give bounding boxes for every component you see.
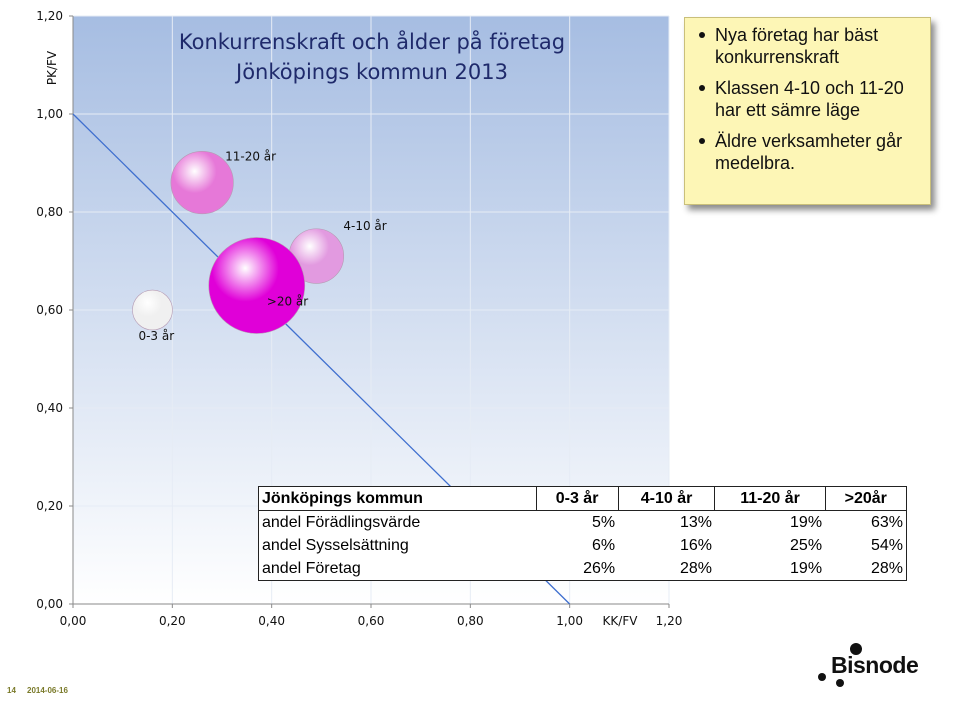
table-header-cell: Jönköpings kommun: [259, 487, 537, 511]
x-axis-label: KK/FV: [602, 614, 638, 628]
x-tick-label: 1,00: [556, 614, 584, 628]
chart-title-line1: Konkurrenskraft och ålder på företag: [178, 30, 566, 54]
table-header-cell: 0-3 år: [536, 487, 618, 511]
table-cell: 63%: [825, 511, 906, 535]
table-cell: 28%: [825, 557, 906, 581]
y-tick-label: 0,00: [36, 597, 63, 611]
logo-dot-icon: [836, 679, 844, 687]
bubble: [171, 151, 233, 213]
table-cell: 25%: [790, 536, 823, 554]
table-header-row: [259, 487, 907, 511]
table-cell: 5%: [592, 513, 616, 531]
table-cell: andel Företag: [259, 557, 537, 581]
table-cell: 6%: [592, 536, 616, 554]
table-row: [259, 534, 907, 557]
bubble: [132, 290, 172, 330]
chart-title-line2: Jönköpings kommun 2013: [236, 60, 508, 84]
data-table: [258, 486, 907, 581]
bubble-label: 0-3 år: [138, 329, 175, 343]
table-cell: 26%: [536, 557, 618, 581]
table-cell: 54%: [825, 534, 906, 557]
y-tick-label: 0,80: [36, 205, 63, 219]
y-tick-label: 0,60: [36, 303, 63, 317]
x-tick-label: 1,20: [655, 614, 683, 628]
y-tick-label: 1,20: [36, 9, 63, 23]
y-tick-label: 1,00: [36, 107, 63, 121]
callout-item: Äldre verksamheter går medelbra.: [695, 130, 922, 174]
bubble: [209, 238, 305, 334]
table-cell: andel Sysselsättning: [259, 534, 537, 557]
table-row: [259, 511, 907, 535]
table-cell: 19%: [715, 557, 825, 581]
table-cell: 16%: [679, 536, 712, 554]
page-number: 14: [7, 686, 16, 695]
table-cell: andel Förädlingsvärde: [259, 511, 537, 535]
y-axis-label: PK/FV: [45, 50, 59, 86]
y-tick-label: 0,40: [36, 401, 63, 415]
logo-text: Bisnode: [831, 652, 919, 678]
table-header-cell: 4-10 år: [618, 487, 715, 511]
logo-dot-icon: [818, 673, 826, 681]
bubble-label: 4-10 år: [343, 219, 387, 234]
footer-bar: [0, 672, 960, 710]
bubble-label: >20 år: [266, 294, 309, 309]
callout-item: Nya företag har bäst konkurrenskraft: [695, 24, 922, 68]
x-tick-label: 0,80: [456, 614, 484, 628]
x-tick-label: 0,20: [158, 614, 186, 628]
x-tick-label: 0,40: [258, 614, 286, 628]
table-cell: 13%: [679, 513, 712, 531]
table-header-cell: 11-20 år: [715, 487, 825, 511]
x-tick-label: 0,60: [357, 614, 385, 628]
callout-box: [684, 17, 931, 205]
callout-item: Klassen 4-10 och 11-20 har ett sämre läge: [695, 77, 922, 121]
table-header-cell: >20år: [825, 487, 906, 511]
footer-date: 2014-06-16: [27, 686, 68, 695]
table-cell: 28%: [618, 557, 715, 581]
x-tick-label: 0,00: [59, 614, 87, 628]
table-cell: 19%: [790, 513, 823, 531]
table-row: [259, 557, 907, 581]
bubble-label: 11-20 år: [225, 149, 277, 164]
y-tick-label: 0,20: [36, 499, 63, 513]
callout-list: [695, 24, 922, 174]
